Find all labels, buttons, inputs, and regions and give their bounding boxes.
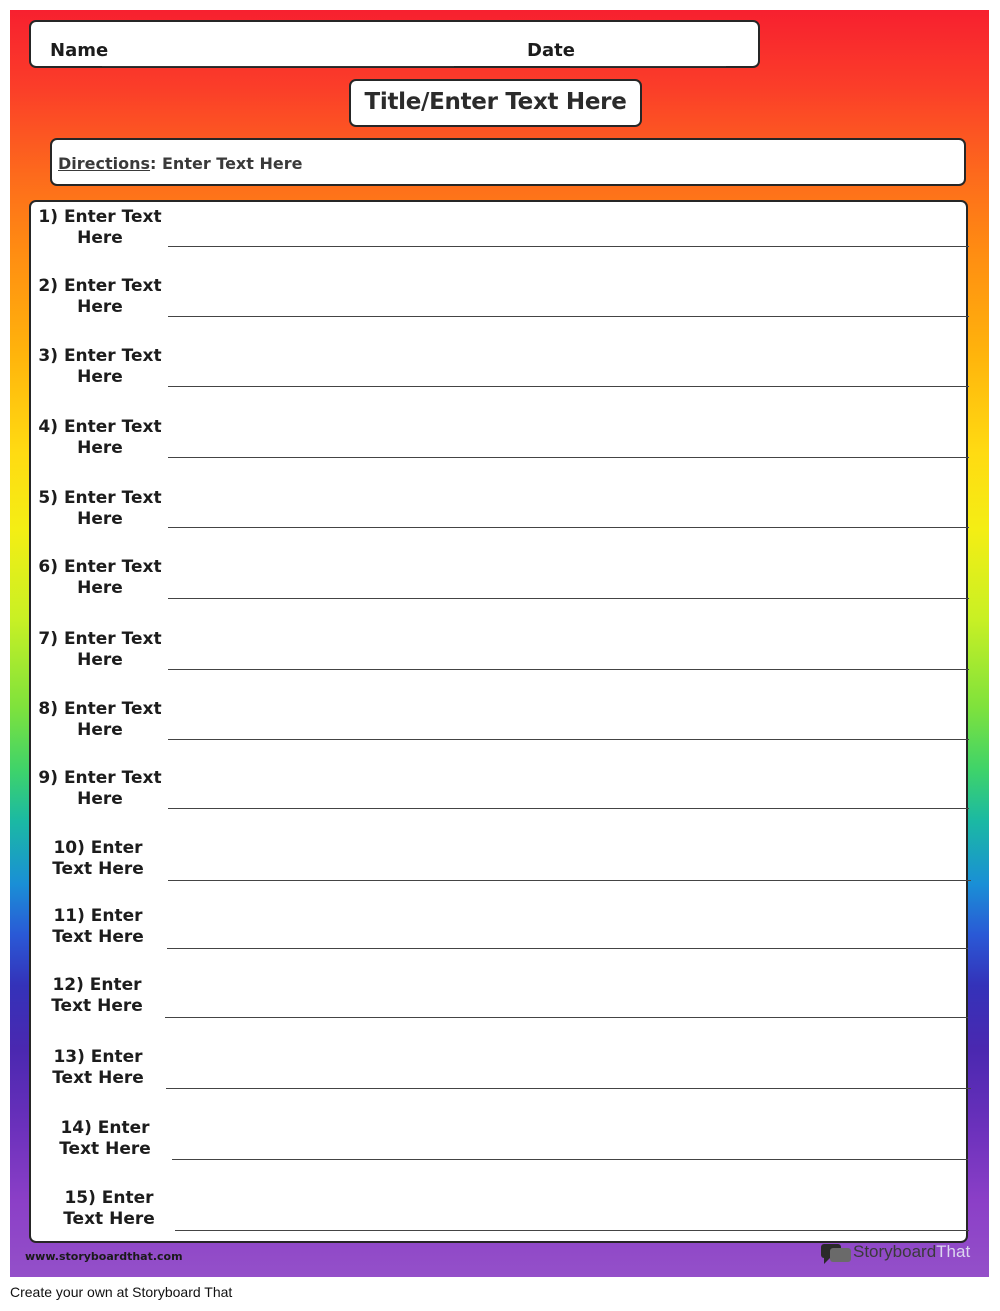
question-1-answer-line bbox=[168, 246, 969, 247]
question-12-answer-line bbox=[165, 1017, 968, 1018]
directions-box bbox=[50, 138, 966, 186]
question-9-answer-line bbox=[168, 808, 969, 809]
question-2-label: 2) Enter Text Here bbox=[38, 276, 162, 317]
question-10-label: 10) Enter Text Here bbox=[52, 838, 144, 879]
worksheet-title: Title/Enter Text Here bbox=[364, 89, 627, 115]
question-8-answer-line bbox=[168, 739, 969, 740]
directions-label: Directions bbox=[58, 154, 151, 173]
question-3-answer-line bbox=[168, 386, 969, 387]
title-box bbox=[349, 79, 642, 127]
date-label: Date bbox=[527, 40, 575, 61]
speech-bubble-icon bbox=[821, 1244, 851, 1264]
question-13-label: 13) Enter Text Here bbox=[52, 1047, 144, 1088]
question-1-label: 1) Enter Text Here bbox=[38, 207, 162, 248]
question-8-label: 8) Enter Text Here bbox=[38, 699, 162, 740]
question-14-label: 14) Enter Text Here bbox=[59, 1118, 151, 1159]
question-7-label: 7) Enter Text Here bbox=[38, 629, 162, 670]
directions bbox=[58, 154, 302, 173]
question-15-answer-line bbox=[175, 1230, 969, 1231]
question-2-answer-line bbox=[168, 316, 969, 317]
question-5-label: 5) Enter Text Here bbox=[38, 488, 162, 529]
directions-text: : Enter Text Here bbox=[150, 154, 303, 173]
question-11-answer-line bbox=[167, 948, 968, 949]
questions-box bbox=[29, 200, 968, 1243]
question-14-answer-line bbox=[172, 1159, 968, 1160]
bottom-caption: Create your own at Storyboard That bbox=[10, 1284, 233, 1300]
question-10-answer-line bbox=[168, 880, 971, 881]
question-3-label: 3) Enter Text Here bbox=[38, 346, 162, 387]
footer-url: www.storyboardthat.com bbox=[25, 1250, 183, 1263]
question-6-label: 6) Enter Text Here bbox=[38, 557, 162, 598]
name-line bbox=[102, 66, 454, 67]
question-4-answer-line bbox=[168, 457, 969, 458]
date-line bbox=[570, 66, 726, 67]
question-15-label: 15) Enter Text Here bbox=[63, 1188, 155, 1229]
logo-text: StoryboardThat bbox=[853, 1242, 971, 1261]
question-6-answer-line bbox=[168, 598, 969, 599]
question-12-label: 12) Enter Text Here bbox=[51, 975, 143, 1016]
question-13-answer-line bbox=[166, 1088, 971, 1089]
question-11-label: 11) Enter Text Here bbox=[52, 906, 144, 947]
question-9-label: 9) Enter Text Here bbox=[38, 768, 162, 809]
question-7-answer-line bbox=[168, 669, 969, 670]
name-date-box bbox=[29, 20, 760, 68]
name-label: Name bbox=[50, 40, 109, 61]
question-5-answer-line bbox=[168, 527, 969, 528]
question-4-label: 4) Enter Text Here bbox=[38, 417, 162, 458]
worksheet bbox=[10, 10, 989, 1277]
